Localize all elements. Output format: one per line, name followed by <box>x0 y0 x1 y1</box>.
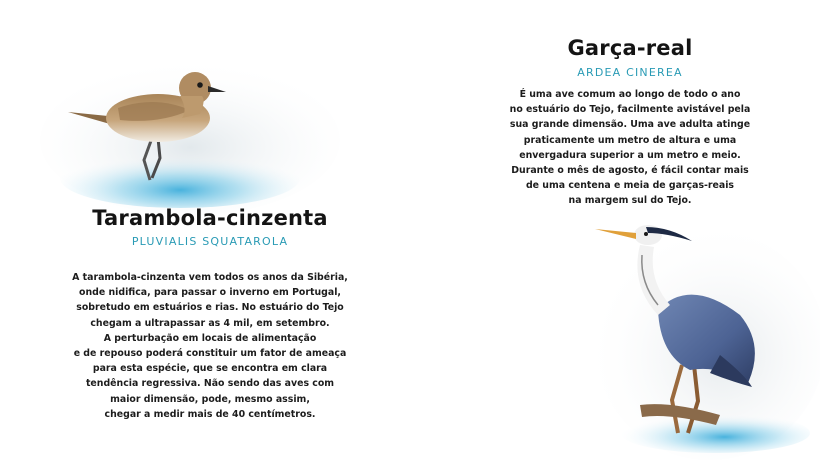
description-line: sua grande dimensão. Uma ave adulta atinge <box>509 119 751 131</box>
description-line: praticamente um metro de altura e uma <box>523 134 737 146</box>
description-line: chegam a ultrapassar as 4 mil, em setembro. <box>90 317 330 329</box>
species-description <box>60 270 360 422</box>
description-line: sobretudo em estuários e rias. No estuário do Tejo <box>76 302 344 314</box>
description-line: de uma centena e meia de garças-reais <box>525 180 735 192</box>
description-line: onde nidifica, para passar o inverno em Portugal, <box>79 287 341 299</box>
description-line: Durante o mês de agosto, é fácil contar mais <box>511 165 749 177</box>
description-line: chegar a medir mais de 40 centímetros. <box>104 408 316 420</box>
description-line: A perturbação em locais de alimentação <box>103 332 317 344</box>
right-page <box>420 0 840 471</box>
description-line: maior dimensão, pode, mesmo assim, <box>110 393 310 405</box>
grey-heron-illustration <box>570 205 820 460</box>
description-line: É uma ave comum ao longo de todo o ano <box>519 89 741 100</box>
description-line: para esta espécie, que se encontra em clara <box>92 363 328 375</box>
species-title: Garça-real <box>567 36 693 60</box>
description-line: no estuário do Tejo, facilmente avistável pela <box>509 104 751 116</box>
description-line: na margem sul do Tejo. <box>568 195 692 207</box>
scientific-name: ARDEA CINEREA <box>577 66 683 79</box>
description-line: envergadura superior a um metro e meio. <box>519 149 741 161</box>
description-line: e de repouso poderá constituir um fator de ameaça <box>73 348 347 360</box>
grey-plover-illustration <box>40 40 340 215</box>
scientific-name: PLUVIALIS SQUATAROLA <box>131 235 289 248</box>
description-line: A tarambola-cinzenta vem todos os anos da Sibéria, <box>72 272 348 283</box>
species-title: Tarambola-cinzenta <box>92 206 328 230</box>
species-description <box>460 87 800 209</box>
description-line: tendência regressiva. Não sendo das aves com <box>85 378 335 390</box>
